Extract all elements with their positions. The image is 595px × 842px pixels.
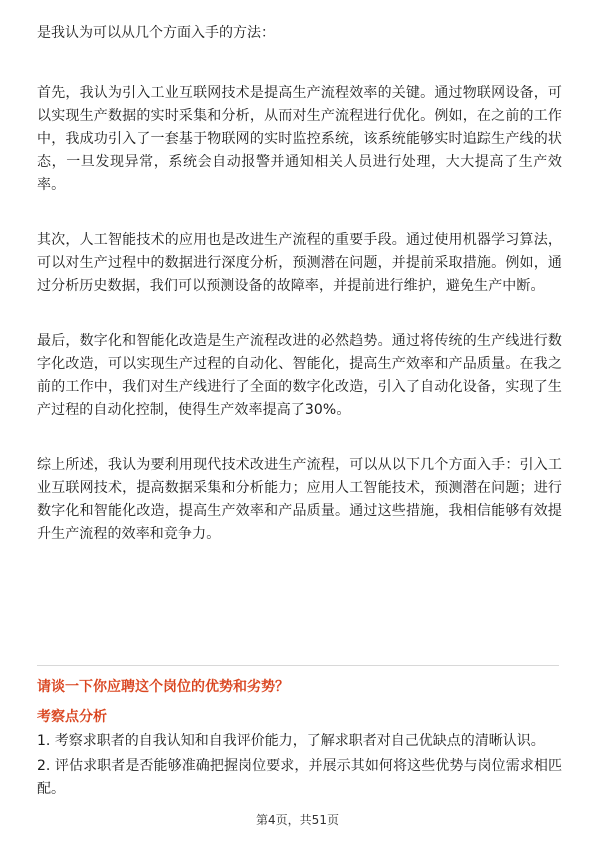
paragraph-first: 首先，我认为引入工业互联网技术是提高生产流程效率的关键。通过物联网设备，可以实现生产数据的实时采集和分析，从而对生产流程进行优化。例如，在之前的工作中，我成功引入了一套基于物联网的实时监控系统，该系统能够实时追踪生产线的状态，一旦发现异常，系统会自动报警并通知相关人员进行处理，大大提高了生产效率。	[37, 85, 562, 193]
answer-body	[37, 22, 562, 546]
paragraph-second: 其次，人工智能技术的应用也是改进生产流程的重要手段。通过使用机器学习算法，可以对生产过程中的数据进行深度分析，预测潜在问题，并提前采取措施。例如，通过分析历史数据，我们可以预测设备的故障率，并提前进行维护，避免生产中断。	[37, 232, 562, 294]
question-heading: 请谈一下你应聘这个岗位的优势和劣势？	[37, 679, 289, 695]
paragraph-summary: 综上所述，我认为要利用现代技术改进生产流程，可以从以下几个方面入手：引入工业互联网技术，提高数据采集和分析能力；应用人工智能技术，预测潜在问题；进行数字化和智能化改造，提高生产效率和产品质量。通过这些措施，我相信能够有效提升生产流程的效率和竞争力。	[37, 457, 562, 542]
analysis-points	[37, 730, 562, 803]
page-number: 第4页，共51页	[256, 813, 339, 827]
list-item: 1. 考察求职者的自我认知和自我评价能力，了解求职者对自己优缺点的清晰认识。	[37, 733, 545, 749]
paragraph-third: 最后，数字化和智能化改造是生产流程改进的必然趋势。通过将传统的生产线进行数字化改造，可以实现生产过程的自动化、智能化，提高生产效率和产品质量。在我之前的工作中，我们对生产线进行了全面的数字化改造，引入了自动化设备，实现了生产过程的自动化控制，使得生产效率提高了30%。	[37, 333, 562, 418]
section-divider	[37, 665, 559, 666]
list-item: 2. 评估求职者是否能够准确把握岗位要求，并展示其如何将这些优势与岗位需求相匹配。	[37, 758, 562, 797]
analysis-heading: 考察点分析	[37, 709, 107, 725]
intro-line: 是我认为可以从几个方面入手的方法：	[37, 25, 275, 41]
